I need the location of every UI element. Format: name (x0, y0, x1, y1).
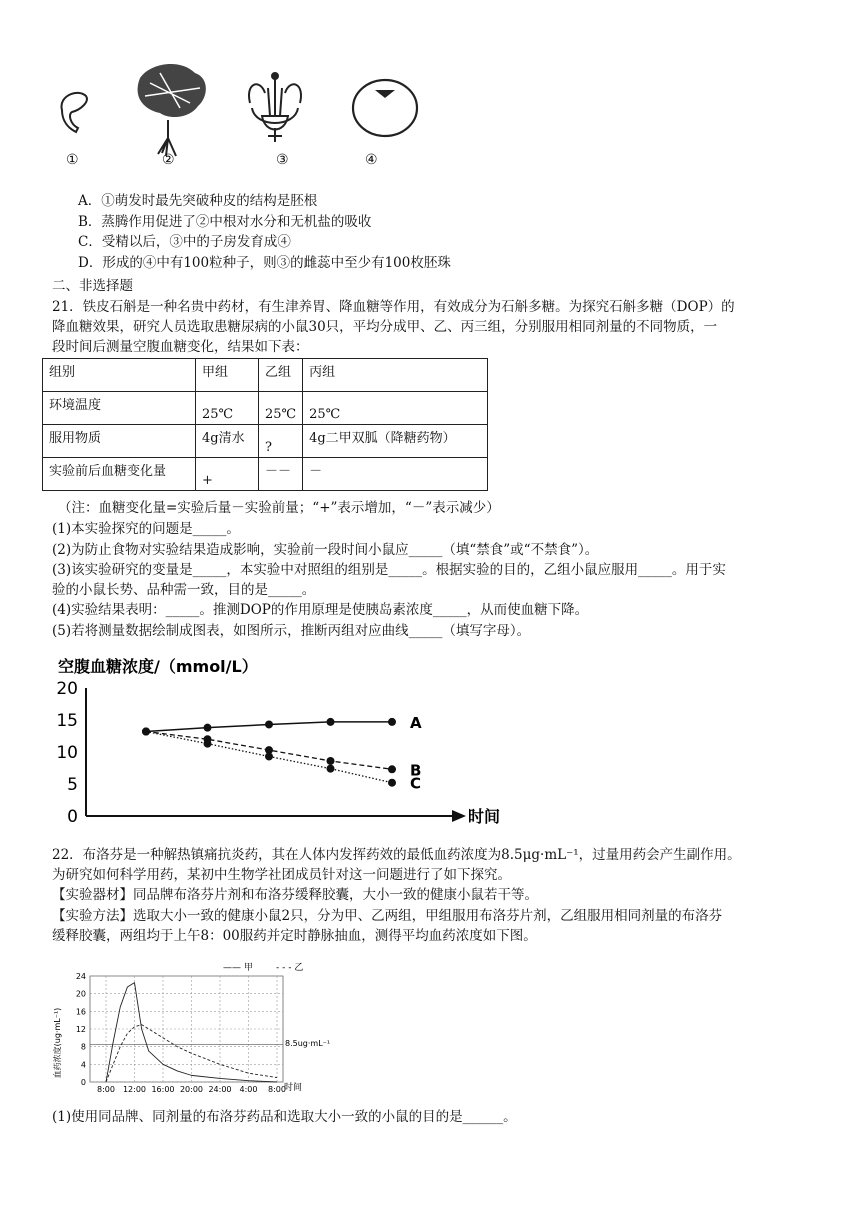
y-tick-label: 10 (56, 743, 78, 763)
figure-label-4: ④ (365, 152, 378, 168)
series-label: A (410, 713, 422, 732)
table-cell: 组别 (43, 359, 196, 392)
data-point (327, 718, 335, 726)
y-tick-label: 20 (56, 679, 78, 699)
table-cell: －－ (259, 458, 303, 491)
chart2-xlabel: 时间 (284, 1083, 303, 1093)
q22-intro-4: 【实验方法】选取大小一致的健康小鼠2只，分为甲、乙两组，甲组服用布洛芬片剂，乙组服用相同剂量的布洛芬 (52, 908, 723, 924)
table-cell: 25℃ (259, 392, 303, 425)
data-point (265, 720, 273, 728)
table-cell: 甲组 (196, 359, 259, 392)
q22-intro-2: 为研究如何科学用药，某初中生物学社团成员针对这一问题进行了如下探究。 (52, 867, 511, 883)
data-point (142, 728, 150, 736)
y-tick-label: 5 (67, 775, 78, 795)
x-tick-label: 4:00 (239, 1085, 258, 1094)
drug-concentration-chart (48, 958, 368, 1098)
flower-figure (249, 73, 301, 142)
y-tick-label: 16 (75, 1007, 86, 1017)
data-point (204, 724, 212, 732)
table-row (43, 425, 488, 458)
table-row (43, 392, 488, 425)
q22-intro-1: 22．布洛芬是一种解热镇痛抗炎药，其在人体内发挥药效的最低血药浓度为8.5μg·mL⁻¹，过量用药会产生副作用。 (52, 847, 741, 863)
table-cell: 25℃ (196, 392, 259, 425)
table-row (43, 359, 488, 392)
chart1-xlabel: 时间 (468, 807, 501, 826)
option-c: C．受精以后，③中的子房发育成④ (78, 234, 291, 250)
seed-figure (61, 93, 86, 132)
data-point (388, 765, 396, 773)
blood-sugar-chart (48, 650, 508, 830)
q21-question-2: (2)为防止食物对实验结果造成影响，实验前一段时间小鼠应_____（填“禁食”或“不禁食”）。 (52, 542, 599, 558)
option-d: D．形成的④中有100粒种子，则③的雌蕊中至少有100枚胚珠 (78, 255, 451, 271)
option-b: B．蒸腾作用促进了②中根对水分和无机盐的吸收 (78, 214, 372, 230)
chart1-x-arrow (452, 810, 466, 822)
y-tick-label: 0 (67, 807, 78, 827)
y-tick-label: 4 (80, 1060, 86, 1070)
q21-question-4: (4)实验结果表明：_____。推测DOP的作用原理是使胰岛素浓度_____，从而使血糖下降。 (52, 602, 589, 618)
legend-jia: —— 甲 (223, 963, 253, 973)
data-point (388, 779, 396, 787)
table-row (43, 458, 488, 491)
data-point (327, 757, 335, 765)
table-cell: ? (259, 425, 303, 458)
figure-label-3: ③ (276, 152, 289, 168)
data-point (327, 765, 335, 773)
y-tick-label: 12 (75, 1025, 86, 1034)
option-a: A．①萌发时最先突破种皮的结构是胚根 (78, 193, 318, 209)
x-tick-label: 16:00 (151, 1085, 175, 1094)
threshold-label: 8.5ug·mL⁻¹ (285, 1039, 331, 1048)
q21-intro-3: 段时间后测量空腹血糖变化，结果如下表： (52, 339, 309, 355)
x-tick-label: 12:00 (122, 1085, 147, 1094)
table-cell: 服用物质 (43, 425, 196, 458)
figure-label-2: ② (162, 152, 175, 168)
table-cell: 实验前后血糖变化量 (43, 458, 196, 491)
y-tick-label: 20 (75, 989, 86, 999)
table-cell: 4g清水 (196, 425, 259, 458)
y-tick-label: 15 (56, 711, 78, 731)
table-cell: 丙组 (303, 359, 488, 392)
chart2-ylabel: 血药浓度(ug·mL⁻¹) (53, 1007, 62, 1079)
table-cell: + (196, 458, 259, 491)
table-cell: 环境温度 (43, 392, 196, 425)
data-point (265, 752, 273, 760)
table-cell: － (303, 458, 488, 491)
q21-question-5: (5)若将测量数据绘制成图表，如图所示，推断丙组对应曲线_____（填写字母）。 (52, 623, 531, 639)
table-cell: 25℃ (303, 392, 488, 425)
plant-figure (138, 64, 206, 156)
table-cell: 乙组 (259, 359, 303, 392)
fruit-figure (353, 80, 417, 136)
x-tick-label: 8:00 (97, 1085, 115, 1094)
q21-table (42, 358, 488, 491)
figure-label-1: ① (66, 152, 79, 168)
x-tick-label: 8:00 (268, 1085, 286, 1094)
x-tick-label: 20:00 (179, 1085, 204, 1094)
y-tick-label: 0 (80, 1078, 86, 1087)
q22-question-1: (1)使用同品牌、同剂量的布洛芬药品和选取大小一致的小鼠的目的是______。 (52, 1109, 517, 1125)
data-point (388, 718, 396, 726)
q22-intro-5: 缓释胶囊，两组均于上午8：00服药并定时静脉抽血，测得平均血药浓度如下图。 (52, 928, 537, 944)
data-point (204, 740, 212, 748)
series-label: B (410, 761, 422, 780)
q21-intro-1: 21．铁皮石斛是一种名贵中药材，有生津养胃、降血糖等作用，有效成分为石斛多糖。为探究石斛多糖（DOP）的 (52, 299, 735, 315)
y-tick-label: 8 (80, 1042, 86, 1052)
q21-question-3b: 验的小鼠长势、品种需一致，目的是_____。 (52, 582, 316, 598)
series-label: C (410, 774, 422, 793)
figures-svg (50, 58, 430, 158)
chart1-ylabel: 空腹血糖浓度/（mmol/L） (58, 657, 258, 676)
q21-question-3a: (3)该实验研究的变量是_____，本实验中对照组的组别是_____。根据实验的目的，乙组小鼠应服用_____。用于实 (52, 562, 726, 578)
q21-note: （注：血糖变化量=实验后量－实验前量；“+”表示增加，“－”表示减少） (58, 500, 500, 516)
q22-intro-3: 【实验器材】同品牌布洛芬片剂和布洛芬缓释胶囊，大小一致的健康小鼠若干等。 (52, 887, 538, 903)
q21-intro-2: 降血糖效果，研究人员选取患糖尿病的小鼠30只，平均分成甲、乙、丙三组，分别服用相同剂量的不同物质，一 (52, 319, 718, 335)
section-title: 二、非选择题 (52, 278, 133, 294)
y-tick-label: 24 (75, 972, 86, 981)
table-cell: 4g二甲双胍（降糖药物） (303, 425, 488, 458)
q21-question-1: (1)本实验探究的问题是_____。 (52, 521, 240, 537)
legend-yi: - - - 乙 (276, 963, 304, 973)
x-tick-label: 24:00 (208, 1085, 232, 1094)
